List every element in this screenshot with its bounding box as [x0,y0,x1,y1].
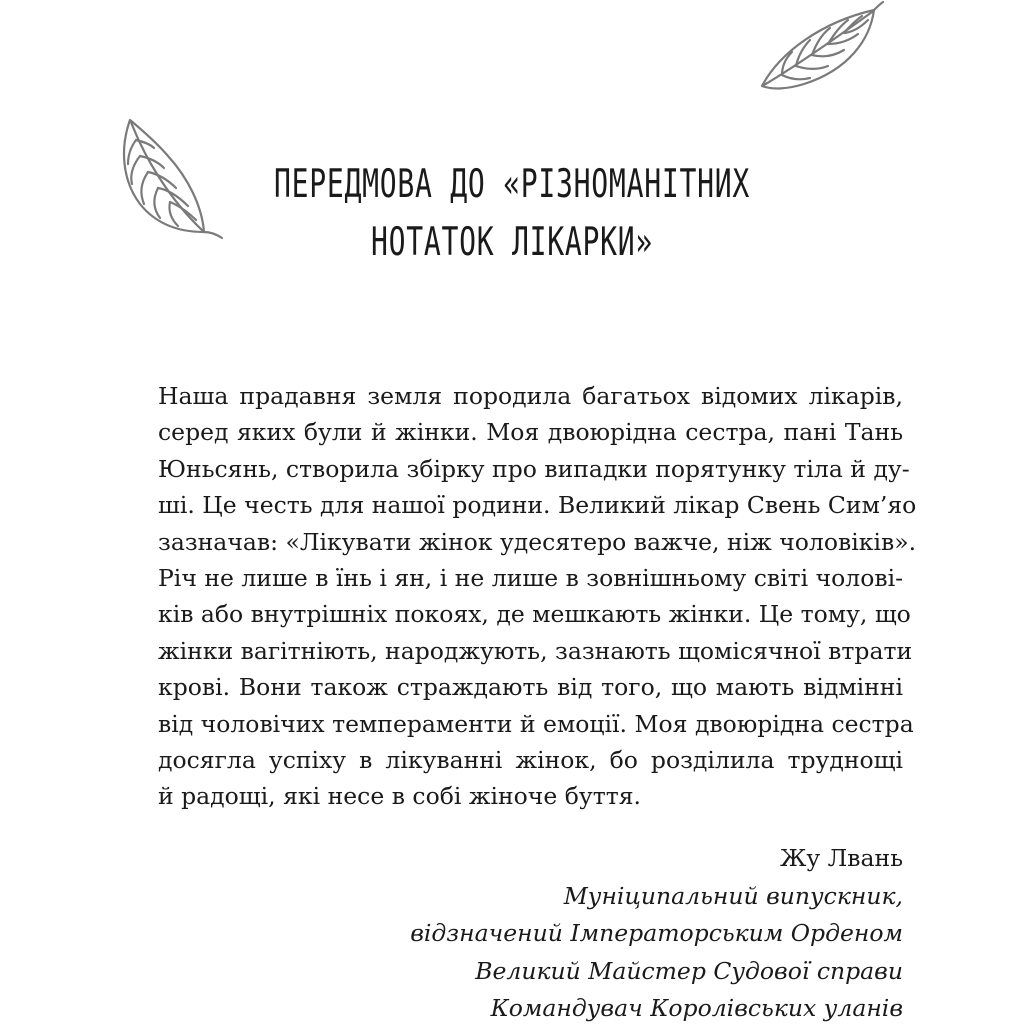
signature-title: Муніципальний випускник, [563,881,903,910]
text-line: досягла успіху в лікуванні жінок, бо розділила труднощі [158,746,903,775]
signature-block [158,840,903,1028]
leaf-icon [752,0,888,96]
signature-title: Великий Майстер Судової справи [475,956,903,985]
text-line: від чоловічих темпераменти й емоції. Моя двоюрідна сестра [158,709,914,738]
page-title-line-1: ПЕРЕДМОВА ДО «РІЗНОМАНІТНИХ [274,162,750,207]
text-line: Юньсянь, створила збірку про випадки порятунку тіла й ду- [158,454,910,483]
text-line: зазначав: «Лікувати жінок удесятеро важче, ніж чоловіків». [158,527,917,556]
text-line: ші. Це честь для нашої родини. Великий лікар Свень Сим’яо [158,491,917,520]
text-line: ків або внутрішніх покоях, де мешкають жінки. Це тому, що [158,600,911,629]
signature-title: відзначений Імператорським Орденом [410,919,903,947]
page-title [251,156,772,272]
text-line: жінки вагітніють, народжують, зазнають щомісячної втрати [158,636,913,665]
leaf-icon [116,114,226,242]
text-line: Наша прадавня земля породила багатьох відомих лікарів, [158,382,903,410]
signature-name: Жу Лвань [779,844,903,872]
text-line: Річ не лише в їнь і ян, і не лише в зовнішньому світі чолові- [158,564,904,593]
text-line: крові. Вони також страждають від того, що мають відмінні [158,673,903,702]
text-line: серед яких були й жінки. Моя двоюрідна сестра, пані Тань [158,418,903,447]
signature-title: Командувач Королівських уланів [490,994,903,1022]
text-line: й радощі, які несе в собі жіноче буття. [158,782,641,811]
page-title-line-2: НОТАТОК ЛІКАРКИ» [370,220,654,265]
preface-text [158,378,917,815]
